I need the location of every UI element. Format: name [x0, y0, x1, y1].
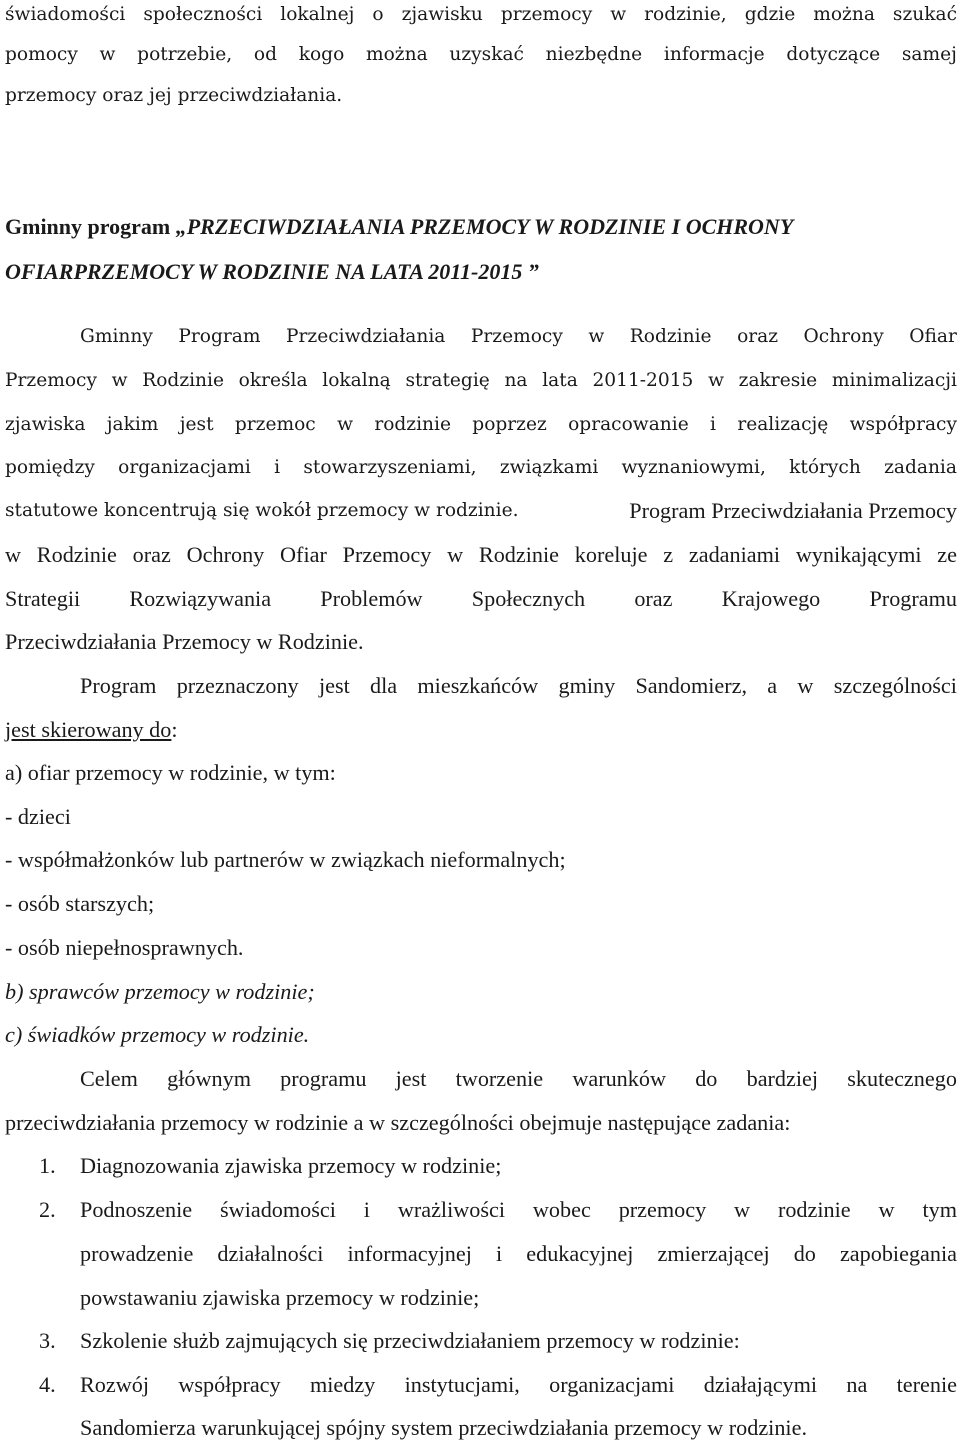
task-item — [5, 1195, 957, 1225]
paragraph-line: Przeciwdziałania Przemocy w Rodzinie. — [5, 629, 364, 654]
list-item: - osób starszych; — [5, 891, 155, 916]
paragraph-segment: statutowe koncentrują się wokół przemocy w rodzinie. — [5, 500, 519, 521]
list-item: - osób niepełnosprawnych. — [5, 935, 244, 960]
list-item: b) sprawców przemocy w rodzinie; — [5, 979, 315, 1004]
list-item: c) świadków przemocy w rodzinie. — [5, 1022, 310, 1047]
task-item-continued — [5, 1239, 957, 1269]
paragraph-line: pomiędzy organizacjami i stowarzyszeniami, związkami wyznaniowymi, których zadania — [5, 457, 957, 478]
task-item — [5, 1326, 957, 1356]
task-number: 2. — [39, 1197, 56, 1222]
section-heading-line2 — [5, 257, 957, 287]
task-item-continued — [5, 1283, 957, 1313]
heading-title: „PRZECIWDZIAŁANIA PRZEMOCY W RODZINIE I OCHRONY — [175, 214, 794, 239]
underlined-text: jest skierowany do — [5, 717, 172, 742]
task-text: Diagnozowania zjawiska przemocy w rodzinie; — [80, 1153, 502, 1178]
task-item-continued — [5, 1413, 957, 1443]
task-number: 1. — [39, 1153, 56, 1178]
paragraph-line: przeciwdziałania przemocy w rodzinie a w szczególności obejmuje następujące zadania: — [5, 1110, 791, 1135]
task-text: Szkolenie służb zajmujących się przeciwdziałaniem przemocy w rodzinie: — [80, 1328, 740, 1353]
intro-line: pomocy w potrzebie, od kogo można uzyskać niezbędne informacje dotyczące samej — [5, 44, 957, 65]
colon: : — [171, 717, 178, 742]
task-text: Rozwój współpracy miedzy instytucjami, organizacjami działającymi na terenie — [80, 1372, 957, 1397]
section-heading — [5, 212, 957, 242]
paragraph-line: Gminny Program Przeciwdziałania Przemocy w Rodzinie oraz Ochrony Ofiar — [80, 326, 957, 347]
paragraph-line: w Rodzinie oraz Ochrony Ofiar Przemocy w Rodzinie koreluje z zadaniami wynikającymi ze — [5, 542, 957, 567]
paragraph-line: Program przeznaczony jest dla mieszkańców gminy Sandomierz, a w szczególności — [80, 673, 957, 698]
heading-bold: Gminny program — [5, 214, 176, 239]
task-number: 3. — [39, 1328, 56, 1353]
task-item — [5, 1370, 957, 1400]
list-item: a) ofiar przemocy w rodzinie, w tym: — [5, 760, 336, 785]
list-item: - dzieci — [5, 804, 71, 829]
paragraph-segment: Program Przeciwdziałania Przemocy — [629, 498, 957, 523]
paragraph-line — [5, 715, 957, 745]
task-text: powstawaniu zjawiska przemocy w rodzinie; — [80, 1285, 480, 1310]
task-text: Podnoszenie świadomości i wrażliwości wobec przemocy w rodzinie w tym — [80, 1197, 957, 1222]
task-item — [5, 1151, 957, 1181]
paragraph-line: Strategii Rozwiązywania Problemów Społecznych oraz Krajowego Programu — [5, 586, 957, 611]
paragraph-line: Przemocy w Rodzinie określa lokalną strategię na lata 2011-2015 w zakresie minimalizacji — [5, 370, 957, 391]
paragraph-line — [5, 496, 957, 526]
intro-line: przemocy oraz jej przeciwdziałania. — [5, 85, 343, 106]
task-number: 4. — [39, 1372, 56, 1397]
intro-line: świadomości społeczności lokalnej o zjawisku przemocy w rodzinie, gdzie można szukać — [5, 4, 957, 25]
task-text: Sandomierza warunkującej spójny system przeciwdziałania przemocy w rodzinie. — [80, 1415, 807, 1440]
task-text: prowadzenie działalności informacyjnej i edukacyjnej zmierzającej do zapobiegania — [80, 1241, 957, 1266]
list-item: - współmałżonków lub partnerów w związkach nieformalnych; — [5, 847, 566, 872]
heading-title: OFIARPRZEMOCY W RODZINIE NA LATA 2011-2015 ” — [5, 259, 539, 284]
paragraph-line: zjawiska jakim jest przemoc w rodzinie poprzez opracowanie i realizację współpracy — [5, 414, 957, 435]
paragraph-line: Celem głównym programu jest tworzenie warunków do bardziej skutecznego — [80, 1066, 957, 1091]
